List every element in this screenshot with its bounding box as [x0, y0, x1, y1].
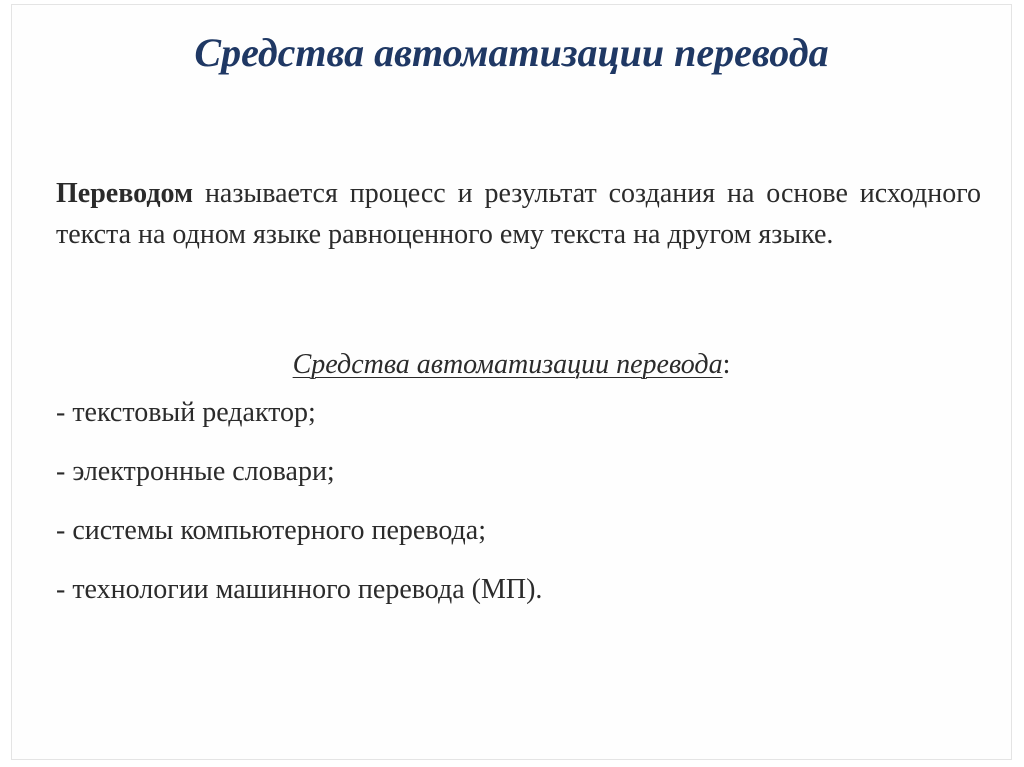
list-item-machine-translation: - технологии машинного перевода (МП).	[56, 574, 543, 605]
list-heading-text: Средства автоматизации перевода	[292, 349, 723, 380]
list-heading-colon: :	[722, 349, 731, 380]
slide-title: Средства автоматизации перевода	[194, 30, 829, 75]
list-item-computer-translation-systems: - системы компьютерного перевода;	[56, 515, 486, 546]
list-item-text-editor: - текстовый редактор;	[56, 397, 316, 428]
definition-paragraph	[56, 173, 981, 255]
tools-list	[56, 395, 542, 631]
list-item-electronic-dictionaries: - электронные словари;	[56, 456, 335, 487]
definition-term: Переводом	[56, 178, 194, 209]
definition-text: называется процесс и результат создания на основе исходного текста на одном языке равноценного ему текста на другом языке.	[56, 178, 981, 250]
list-heading	[12, 347, 1011, 383]
slide	[11, 4, 1012, 760]
